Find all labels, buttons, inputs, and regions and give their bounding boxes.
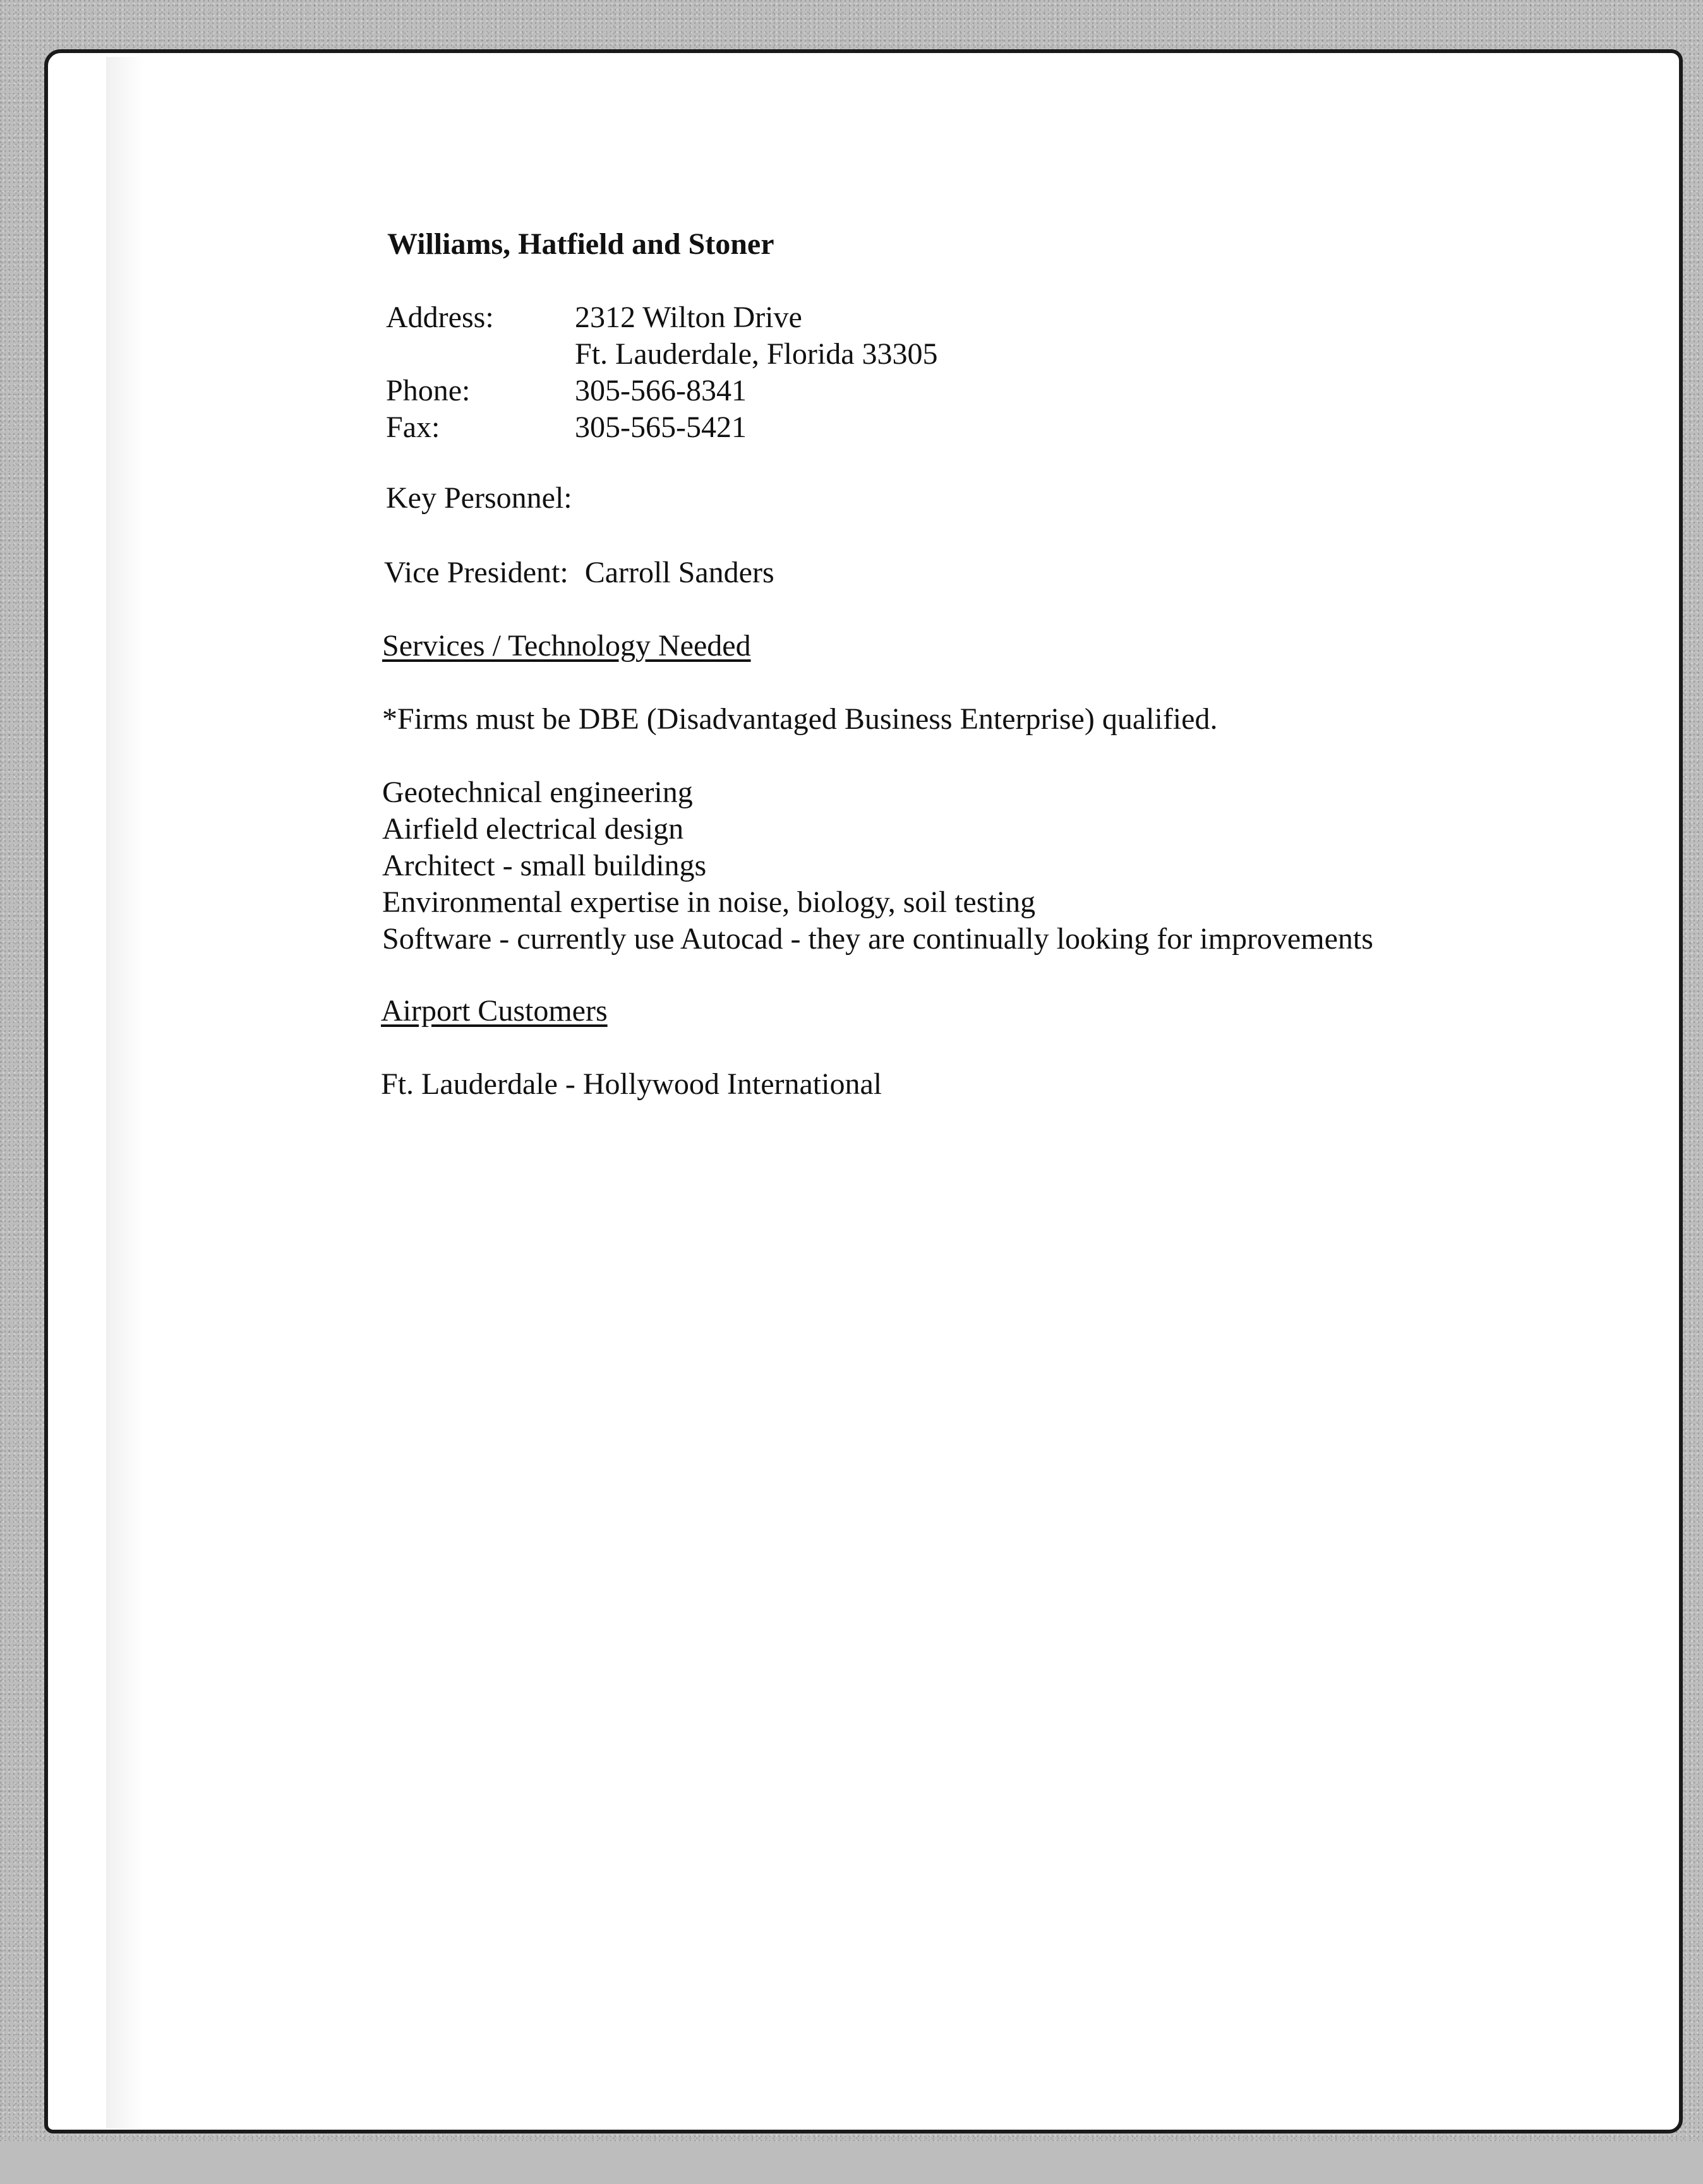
phone-value: 305-566-8341 [575,374,747,407]
list-item: Geotechnical engineering [382,776,693,809]
list-item: Architect - small buildings [382,849,707,882]
scan-bottom-margin [0,2141,1703,2184]
firm-name: Williams, Hatfield and Stoner [387,227,774,261]
vice-president-line [384,555,774,591]
address-line-1: 2312 Wilton Drive [575,301,802,334]
customers-heading: Airport Customers [381,994,608,1028]
services-heading: Services / Technology Needed [382,629,751,663]
customer-item: Ft. Lauderdale - Hollywood International [381,1067,882,1101]
page-binding-shadow [106,57,144,2128]
address-line-2: Ft. Lauderdale, Florida 33305 [575,337,938,371]
phone-label: Phone: [386,374,471,407]
dbe-note: *Firms must be DBE (Disadvantaged Business Enterprise) qualified. [382,702,1218,736]
fax-value: 305-565-5421 [575,411,747,444]
vice-president-name: Carroll Sanders [584,556,774,589]
key-personnel-heading: Key Personnel: [386,481,572,515]
address-label: Address: [386,301,494,334]
list-item: Environmental expertise in noise, biology, soil testing [382,885,1036,919]
vice-president-label: Vice President: [384,556,569,589]
fax-label: Fax: [386,411,440,444]
list-item: Airfield electrical design [382,812,684,846]
services-list [382,774,1373,957]
list-item: Software - currently use Autocad - they are continually looking for improvements [382,922,1373,956]
